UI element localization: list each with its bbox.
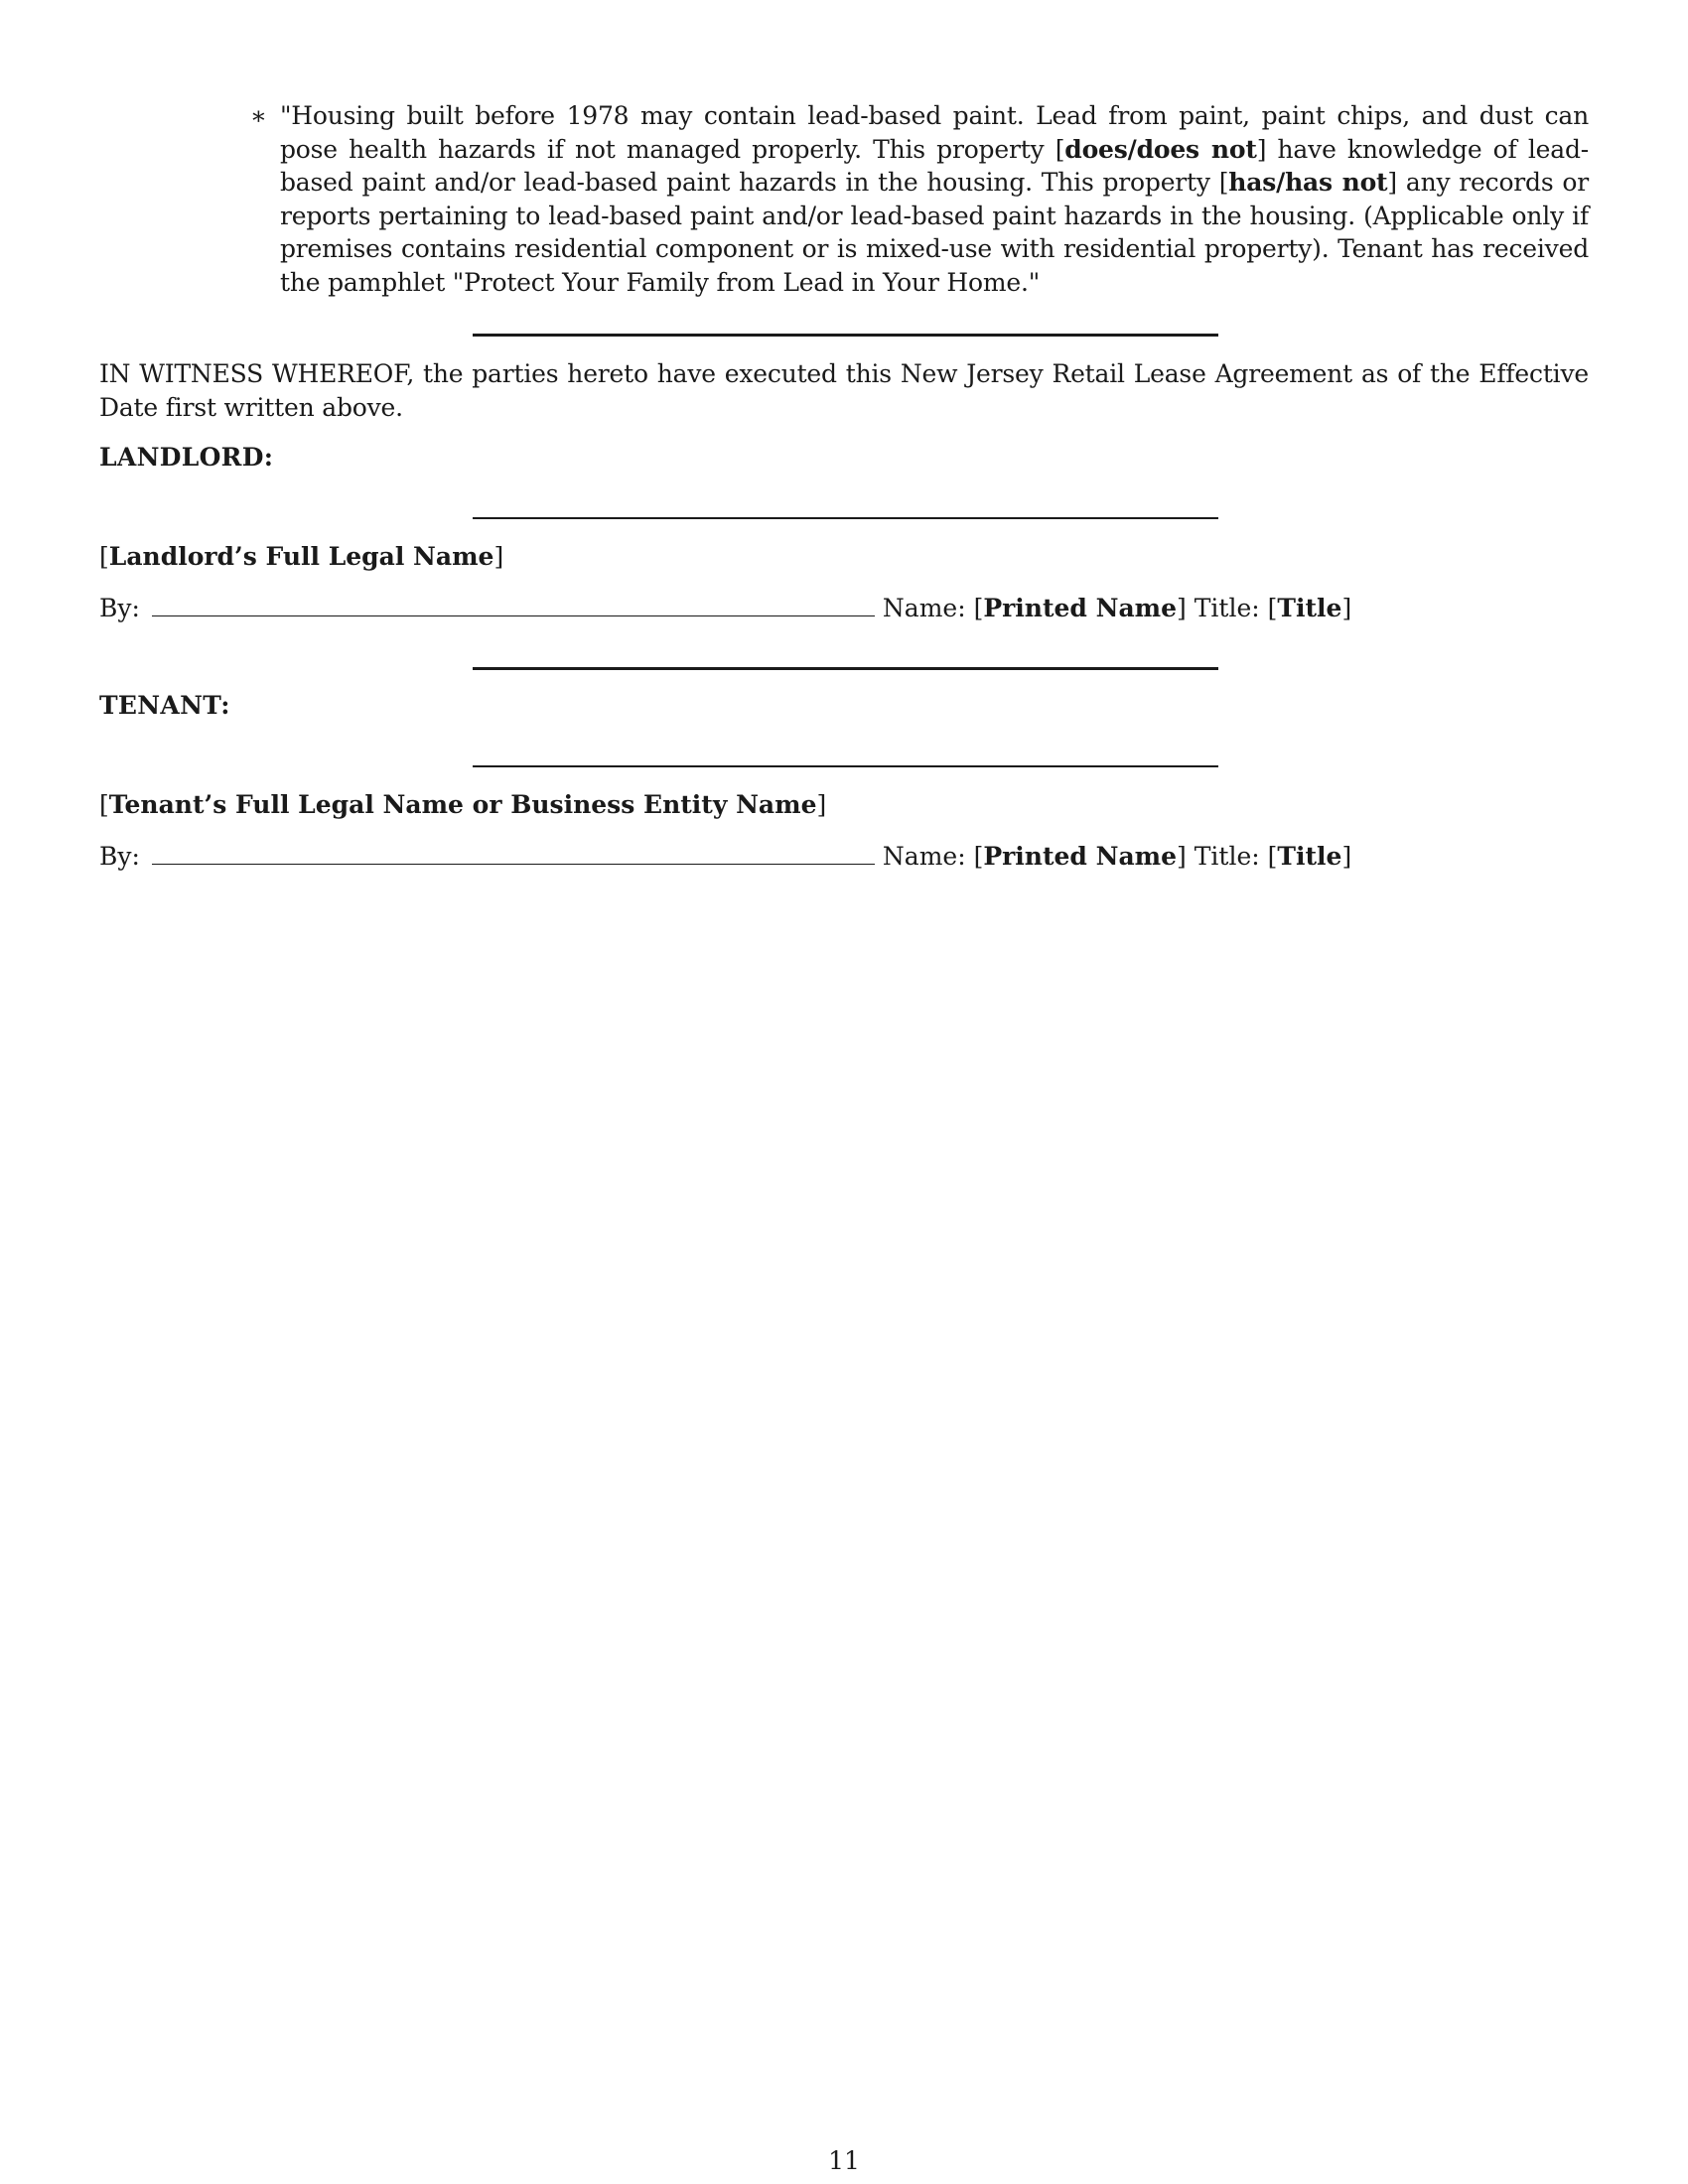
- tenant-by-signature-field[interactable]: [152, 840, 875, 865]
- does-does-not-placeholder: does/does not: [1064, 134, 1257, 164]
- tenant-heading: TENANT:: [99, 691, 230, 720]
- bracket-open: [: [99, 542, 109, 571]
- landlord-name-placeholder: [99, 542, 503, 571]
- bracket-close: ]: [816, 790, 827, 819]
- landlord-full-legal-name: Landlord’s Full Legal Name: [108, 542, 494, 571]
- section-divider: [473, 334, 1218, 337]
- bracket-close: ]: [493, 542, 504, 571]
- tenant-by-label: By:: [99, 842, 140, 871]
- has-has-not-placeholder: has/has not: [1228, 168, 1388, 197]
- lead-paint-text-part3: ] any records or reports pertaining to lead-based paint and/or lead-based paint hazards in the housing. (Applicable only if premises contains residential component or is mixed-use with residential property). Tenant has received the pamphlet "Protect Your Family from Lead in Your Home.": [280, 168, 1590, 297]
- bracket-open: [: [99, 790, 109, 819]
- tenant-title-close: ]: [1341, 842, 1352, 871]
- witness-paragraph: IN WITNESS WHEREOF, the parties hereto have executed this New Jersey Retail Lease Agreement as of the Effective Date first written above.: [99, 359, 1589, 422]
- tenant-printed-name: Printed Name: [983, 842, 1178, 871]
- landlord-title-close: ]: [1341, 594, 1352, 622]
- landlord-printed-name: Printed Name: [983, 594, 1178, 622]
- party-divider: [473, 667, 1218, 670]
- lead-paint-text-part2: ] have knowledge of lead-based paint and/or lead-based paint hazards in the housing. This property [: [280, 134, 1589, 197]
- tenant-by-line: [99, 840, 1351, 871]
- tenant-full-legal-name: Tenant’s Full Legal Name or Business Entity Name: [108, 790, 817, 819]
- tenant-name-label: Name: [: [882, 842, 984, 871]
- landlord-by-signature-field[interactable]: [152, 592, 875, 616]
- landlord-by-label: By:: [99, 594, 140, 622]
- landlord-title-value: Title: [1277, 594, 1342, 622]
- tenant-name-placeholder: [99, 790, 826, 819]
- landlord-name-label: Name: [: [882, 594, 984, 622]
- landlord-by-line: [99, 592, 1351, 622]
- lead-paint-disclosure: [250, 99, 1589, 299]
- page-number: 11: [828, 2146, 860, 2175]
- lead-paint-text-part1: "Housing built before 1978 may contain lead-based paint. Lead from paint, paint chips, and dust can pose health hazards if not managed properly. This property [: [280, 101, 1589, 164]
- landlord-title-label: ] Title: [: [1177, 594, 1278, 622]
- landlord-heading: LANDLORD:: [99, 443, 274, 472]
- bullet-marker: ∗: [250, 101, 267, 130]
- tenant-title-label: ] Title: [: [1177, 842, 1278, 871]
- landlord-signature-line: [473, 517, 1218, 519]
- lead-paint-text: [280, 99, 1589, 299]
- tenant-title-value: Title: [1277, 842, 1342, 871]
- tenant-signature-line: [473, 765, 1218, 767]
